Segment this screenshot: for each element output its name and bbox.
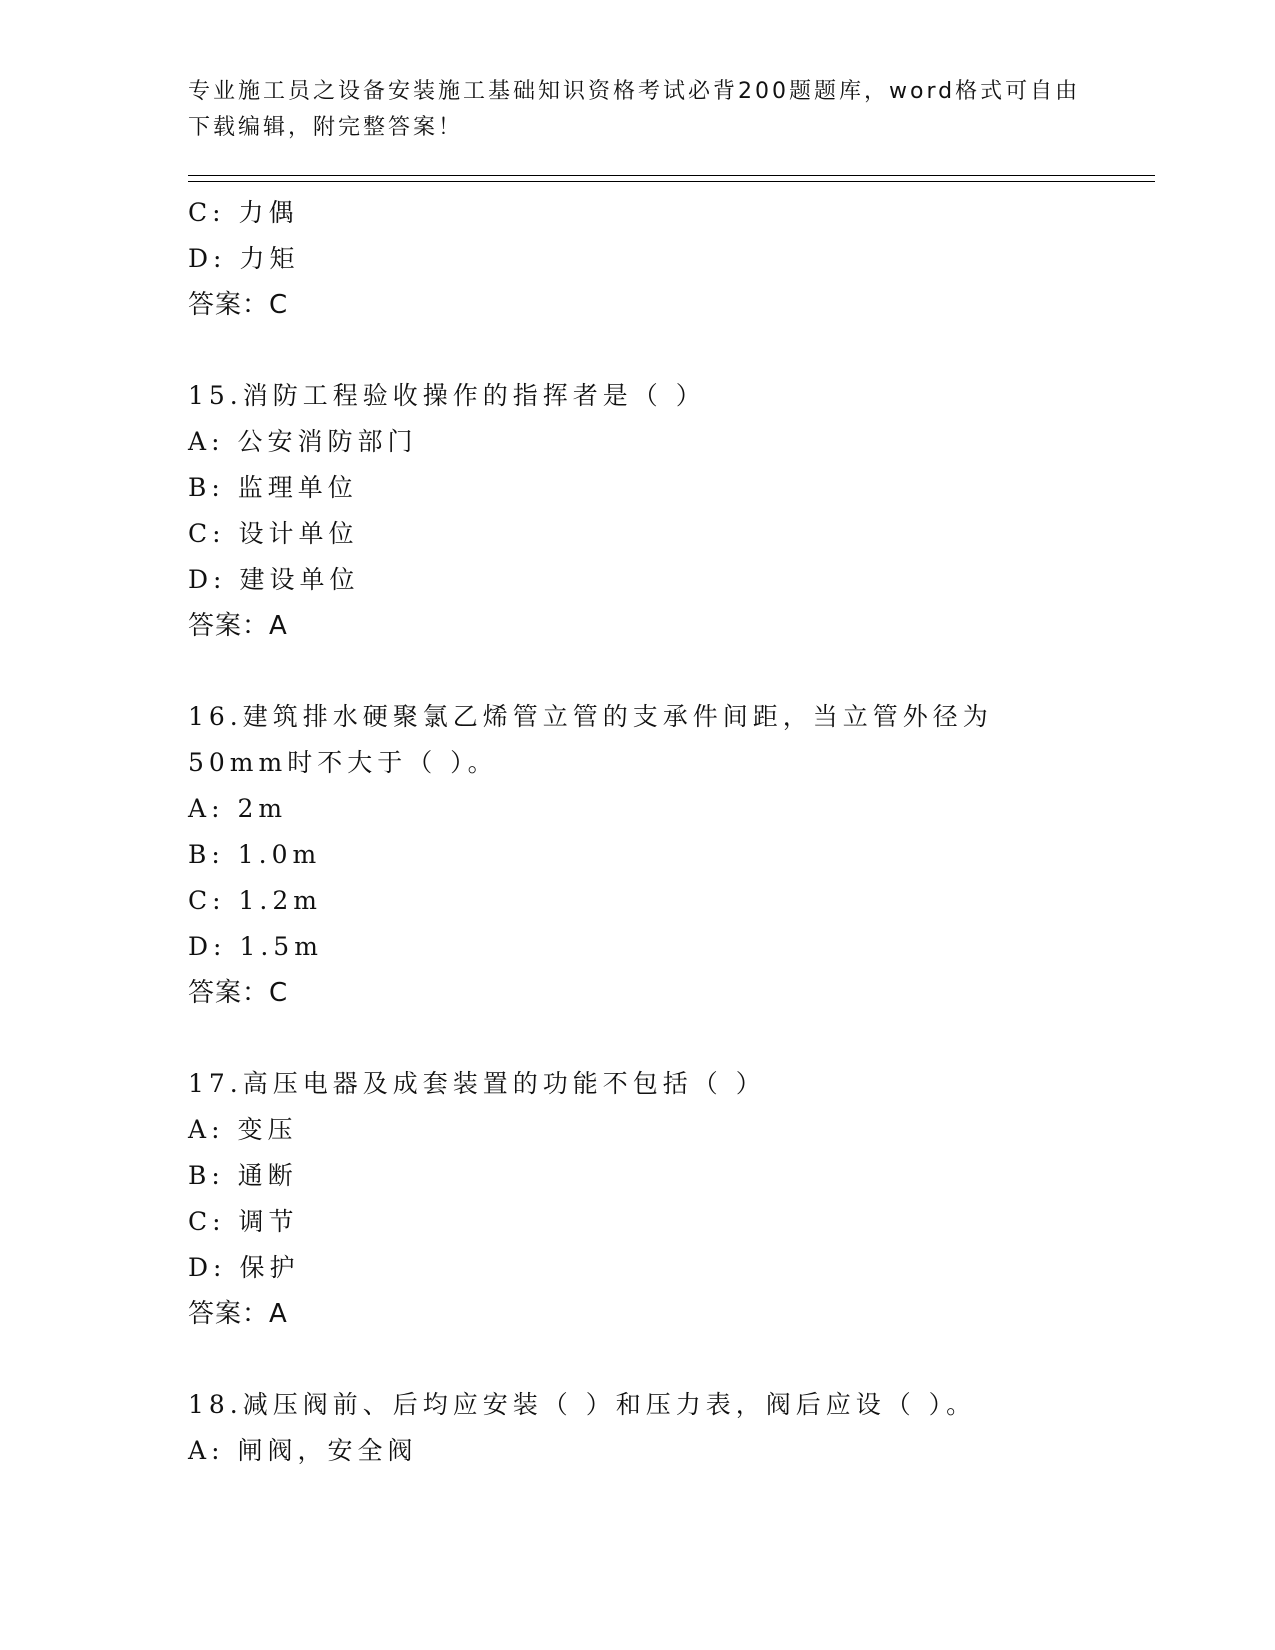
option-c: C: 力偶 [188,198,299,227]
option-a: A: 公安消防部门 [188,427,418,456]
option-d: D: 1.5m [188,932,323,961]
header-divider-bottom [188,181,1155,182]
option-c: C: 1.2m [188,886,322,915]
option-c: C: 设计单位 [188,519,359,548]
question-list [188,190,1088,1474]
document-header: 专业施工员之设备安装施工基础知识资格考试必背200题题库，word格式可自由下载编辑，附完整答案！ [188,79,1081,140]
option-c: C: 调节 [188,1207,299,1236]
answer-line: 答案：A [188,611,288,641]
answer-line: 答案：C [188,290,289,320]
header-divider-top [188,175,1155,176]
option-d: D: 保护 [188,1253,300,1282]
answer-line: 答案：C [188,978,289,1008]
question-stem: 16.建筑排水硬聚氯乙烯管立管的支承件间距，当立管外径为50mm时不大于（ ）。 [188,702,993,777]
question-15 [188,373,1088,649]
option-d: D: 建设单位 [188,565,360,594]
option-a: A: 变压 [188,1115,298,1144]
question-16 [188,694,1088,1016]
question-stem: 17.高压电器及成套装置的功能不包括（ ） [188,1069,766,1098]
option-a: A: 闸阀，安全阀 [188,1436,418,1465]
option-d: D: 力矩 [188,244,300,273]
option-b: B: 监理单位 [188,473,358,502]
option-b: B: 通断 [188,1161,298,1190]
question-stem: 18.减压阀前、后均应安装（ ）和压力表，阀后应设（ ）。 [188,1390,977,1419]
option-a: A: 2m [188,794,288,823]
question-18 [188,1382,1088,1474]
question-14-continuation [188,190,1088,328]
question-17 [188,1061,1088,1337]
question-stem: 15.消防工程验收操作的指挥者是（ ） [188,381,706,410]
option-b: B: 1.0m [188,840,322,869]
answer-line: 答案：A [188,1299,288,1329]
